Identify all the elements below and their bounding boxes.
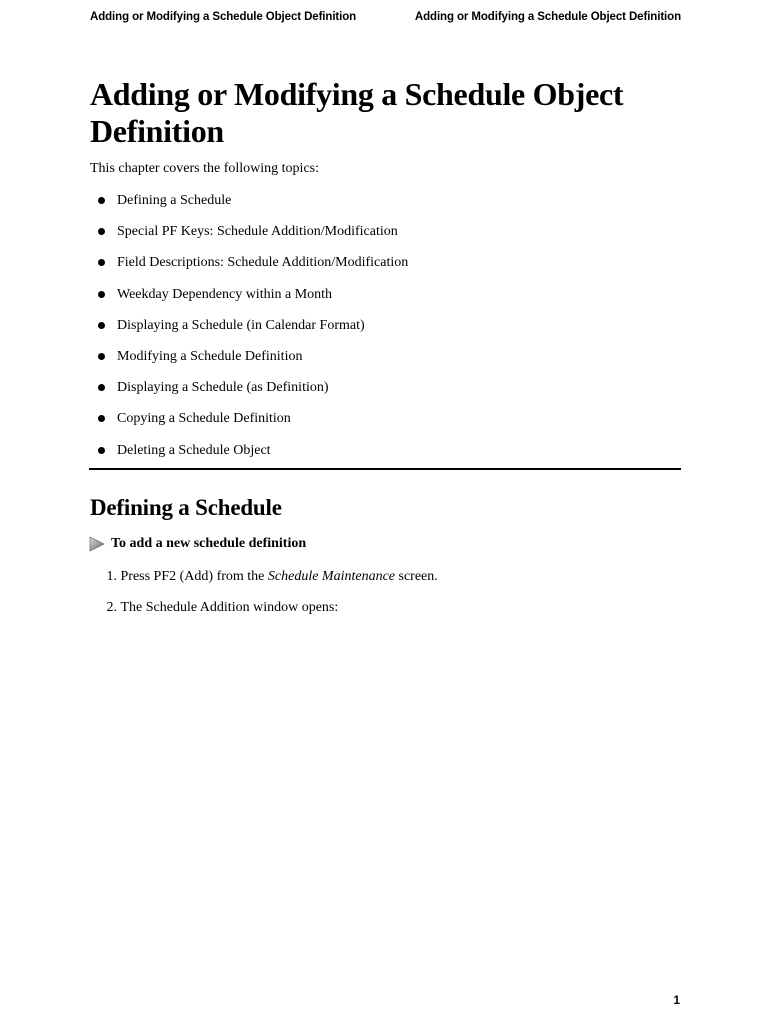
step-text-content: The Schedule Addition window opens: <box>120 600 339 615</box>
topic-link[interactable]: Displaying a Schedule (in Calendar Format) <box>117 317 365 333</box>
topic-link[interactable]: Displaying a Schedule (as Definition) <box>117 380 329 396</box>
topic-link[interactable]: Defining a Schedule <box>117 193 232 208</box>
bullet-icon <box>98 415 105 422</box>
procedure-heading <box>89 536 306 552</box>
running-header-left: Adding or Modifying a Schedule Object Definition <box>90 11 357 23</box>
bullet-icon <box>98 353 105 360</box>
step-text-before: Press PF2 (Add) from the <box>120 569 265 584</box>
topic-link[interactable]: Copying a Schedule Definition <box>117 411 291 427</box>
bullet-icon <box>98 197 105 204</box>
topic-item[interactable] <box>90 317 408 348</box>
bullet-icon <box>98 228 105 235</box>
bullet-icon <box>98 322 105 329</box>
step-number: 2. <box>106 600 117 615</box>
page-number: 1 <box>673 993 680 1007</box>
topic-item[interactable] <box>90 410 408 441</box>
bullet-icon <box>98 447 105 454</box>
procedure-step <box>90 599 438 630</box>
topic-item[interactable] <box>90 192 408 223</box>
topic-link[interactable]: Special PF Keys: Schedule Addition/Modification <box>117 224 398 240</box>
step-text <box>117 568 438 599</box>
procedure-step <box>90 568 438 599</box>
topic-item[interactable] <box>90 348 408 379</box>
step-number: 1. <box>106 569 117 584</box>
topic-link[interactable]: Weekday Dependency within a Month <box>117 286 333 302</box>
topic-item[interactable] <box>90 254 408 285</box>
topic-list <box>90 192 408 473</box>
step-text <box>117 599 338 630</box>
procedure-steps <box>90 568 438 630</box>
step-text-after: screen. <box>398 569 438 584</box>
bullet-icon <box>98 384 105 391</box>
procedure-arrow-icon <box>89 536 105 552</box>
chapter-intro: This chapter covers the following topics: <box>90 161 319 176</box>
topic-item[interactable] <box>90 286 408 317</box>
topic-item[interactable] <box>90 379 408 410</box>
topic-link[interactable]: Modifying a Schedule Definition <box>117 348 303 364</box>
bullet-icon <box>98 291 105 298</box>
section-divider <box>89 468 681 470</box>
step-emphasis: Schedule Maintenance <box>267 569 396 584</box>
procedure-title: To add a new schedule definition <box>111 536 307 551</box>
chapter-title: Adding or Modifying a Schedule Object Definition <box>90 76 624 149</box>
topic-link[interactable]: Deleting a Schedule Object <box>117 442 271 458</box>
bullet-icon <box>98 259 105 266</box>
section-title: Defining a Schedule <box>90 495 282 520</box>
topic-link[interactable]: Field Descriptions: Schedule Addition/Modification <box>117 255 409 271</box>
running-header-right: Adding or Modifying a Schedule Object Definition <box>414 11 681 23</box>
topic-item[interactable] <box>90 223 408 254</box>
